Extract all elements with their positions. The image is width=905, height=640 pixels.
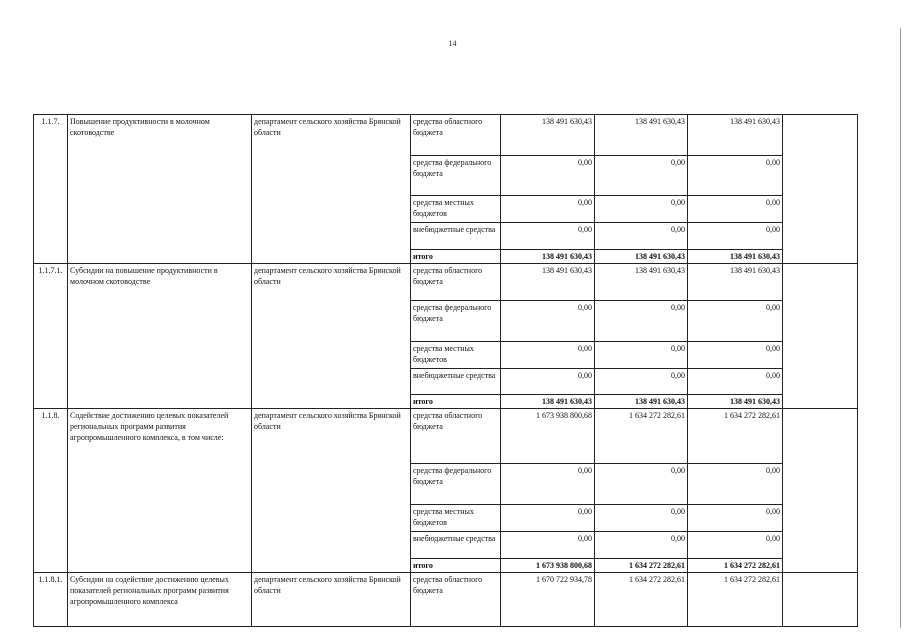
amount-year-3: 1 634 272 282,61 <box>688 573 783 627</box>
amount-year-1: 138 491 630,43 <box>501 264 595 301</box>
funding-source-total: итого <box>411 250 501 264</box>
funding-source: средства местных бюджетов <box>411 196 501 223</box>
row-name: Субсидии на повышение продуктивности в молочном скотоводстве <box>68 264 252 409</box>
row-name: Содействие достижению целевых показателей региональных программ развития агропромышленного комплекса, в том числе: <box>68 409 252 573</box>
funding-source: средства областного бюджета <box>411 264 501 301</box>
row-name: Повышение продуктивности в молочном скотоводстве <box>68 115 252 264</box>
total-year-3: 1 634 272 282,61 <box>688 559 783 573</box>
total-year-1: 138 491 630,43 <box>501 250 595 264</box>
row-executor: департамент сельского хозяйства Брянской области <box>252 573 411 627</box>
amount-year-1: 0,00 <box>501 301 595 342</box>
amount-year-3: 0,00 <box>688 532 783 559</box>
table-row <box>34 409 858 464</box>
total-year-2: 138 491 630,43 <box>595 250 688 264</box>
funding-source: средства федерального бюджета <box>411 301 501 342</box>
amount-year-1: 0,00 <box>501 156 595 196</box>
table-row <box>34 264 858 301</box>
amount-year-1: 0,00 <box>501 505 595 532</box>
amount-year-1: 0,00 <box>501 369 595 395</box>
budget-table <box>33 114 858 627</box>
amount-year-1: 1 673 938 800,68 <box>501 409 595 464</box>
table-row <box>34 573 858 627</box>
empty-cell <box>783 409 858 573</box>
funding-source: внебюджетные средства <box>411 369 501 395</box>
amount-year-2: 1 634 272 282,61 <box>595 573 688 627</box>
amount-year-3: 0,00 <box>688 223 783 250</box>
amount-year-3: 0,00 <box>688 301 783 342</box>
funding-source: средства областного бюджета <box>411 573 501 627</box>
amount-year-2: 138 491 630,43 <box>595 115 688 156</box>
amount-year-1: 0,00 <box>501 464 595 505</box>
amount-year-3: 0,00 <box>688 464 783 505</box>
amount-year-3: 0,00 <box>688 196 783 223</box>
amount-year-2: 0,00 <box>595 532 688 559</box>
empty-cell <box>783 573 858 627</box>
empty-cell <box>783 115 858 264</box>
row-name: Субсидии на содействие достижению целевых показателей региональных программ развития агропромышленного комплекса <box>68 573 252 627</box>
amount-year-2: 0,00 <box>595 369 688 395</box>
row-code: 1.1.8. <box>34 409 68 573</box>
total-year-1: 1 673 938 800,68 <box>501 559 595 573</box>
row-executor: департамент сельского хозяйства Брянской области <box>252 115 411 264</box>
funding-source: средства местных бюджетов <box>411 505 501 532</box>
amount-year-2: 0,00 <box>595 196 688 223</box>
row-code: 1.1.7.1. <box>34 264 68 409</box>
amount-year-1: 0,00 <box>501 196 595 223</box>
amount-year-3: 138 491 630,43 <box>688 264 783 301</box>
amount-year-2: 0,00 <box>595 342 688 369</box>
total-year-2: 1 634 272 282,61 <box>595 559 688 573</box>
amount-year-2: 0,00 <box>595 223 688 250</box>
amount-year-3: 0,00 <box>688 369 783 395</box>
amount-year-1: 1 670 722 934,78 <box>501 573 595 627</box>
page-number: 14 <box>448 39 457 48</box>
amount-year-1: 138 491 630,43 <box>501 115 595 156</box>
table-row <box>34 115 858 156</box>
amount-year-3: 1 634 272 282,61 <box>688 409 783 464</box>
amount-year-3: 0,00 <box>688 156 783 196</box>
funding-source: внебюджетные средства <box>411 223 501 250</box>
amount-year-1: 0,00 <box>501 223 595 250</box>
funding-source-total: итого <box>411 395 501 409</box>
amount-year-1: 0,00 <box>501 342 595 369</box>
amount-year-3: 138 491 630,43 <box>688 115 783 156</box>
funding-source: средства федерального бюджета <box>411 156 501 196</box>
page-edge-line <box>900 28 901 628</box>
amount-year-2: 1 634 272 282,61 <box>595 409 688 464</box>
funding-source: средства областного бюджета <box>411 115 501 156</box>
total-year-3: 138 491 630,43 <box>688 250 783 264</box>
funding-source: внебюджетные средства <box>411 532 501 559</box>
row-code: 1.1.7. <box>34 115 68 264</box>
total-year-2: 138 491 630,43 <box>595 395 688 409</box>
funding-source: средства федерального бюджета <box>411 464 501 505</box>
amount-year-3: 0,00 <box>688 505 783 532</box>
empty-cell <box>783 264 858 409</box>
row-executor: департамент сельского хозяйства Брянской области <box>252 264 411 409</box>
total-year-1: 138 491 630,43 <box>501 395 595 409</box>
amount-year-2: 0,00 <box>595 505 688 532</box>
amount-year-1: 0,00 <box>501 532 595 559</box>
amount-year-2: 0,00 <box>595 156 688 196</box>
amount-year-3: 0,00 <box>688 342 783 369</box>
funding-source: средства областного бюджета <box>411 409 501 464</box>
funding-source: средства местных бюджетов <box>411 342 501 369</box>
row-code: 1.1.8.1. <box>34 573 68 627</box>
amount-year-2: 0,00 <box>595 301 688 342</box>
amount-year-2: 138 491 630,43 <box>595 264 688 301</box>
amount-year-2: 0,00 <box>595 464 688 505</box>
row-executor: департамент сельского хозяйства Брянской области <box>252 409 411 573</box>
funding-source-total: итого <box>411 559 501 573</box>
total-year-3: 138 491 630,43 <box>688 395 783 409</box>
